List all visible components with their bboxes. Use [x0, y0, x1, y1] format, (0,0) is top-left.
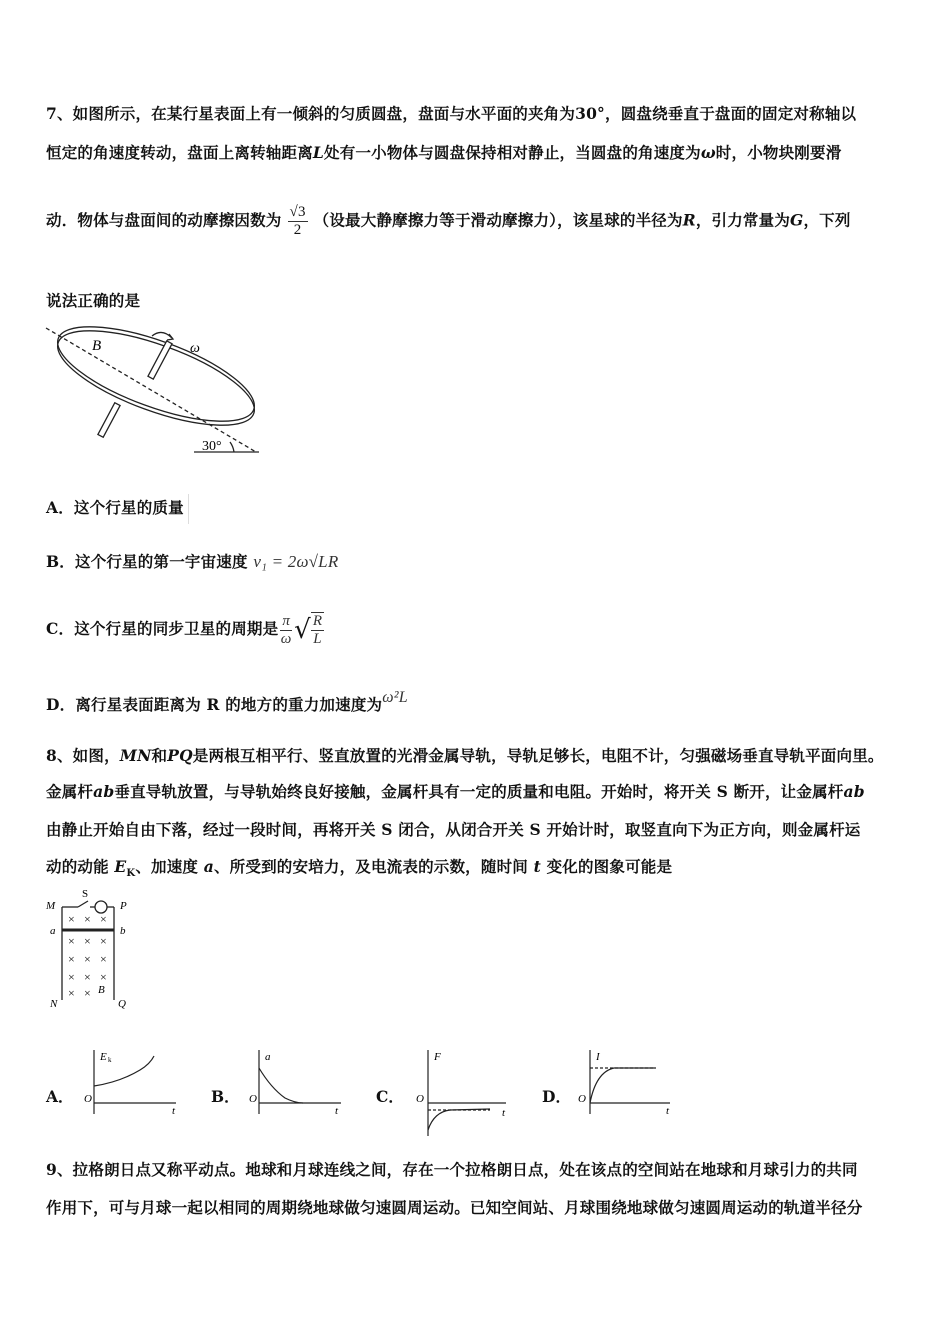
graph-d-ylabel: I [596, 1051, 600, 1063]
label-p: P [120, 900, 127, 912]
field-cross: × [68, 912, 75, 926]
q9-line-1: 9、拉格朗日点又称平动点。地球和月球连线之间，存在一个拉格朗日点，处在该点的空间站在地球和月球引力的共同 [46, 1160, 858, 1179]
field-cross: × [100, 952, 107, 966]
field-cross: × [84, 986, 91, 1000]
field-cross: × [100, 934, 107, 948]
label-q: Q [118, 998, 126, 1010]
q7-option-a: A．这个行星的质量 [46, 494, 203, 524]
graph-a [80, 1048, 180, 1118]
label-b: b [120, 925, 126, 937]
q8-line-3: 由静止开始自由下落，经过一段时间，再将开关 S 闭合，从闭合开关 S 开始计时，取竖直向下为正方向，则金属杆运 [46, 820, 861, 839]
graph-b-label: B． [211, 1087, 240, 1106]
axle-top [148, 341, 172, 379]
q8-line-1: 8、如图，MN和PQ是两根互相平行、竖直放置的光滑金属导轨，导轨足够长，电阻不计，匀强磁场垂直导轨平面向里。 [46, 746, 884, 765]
graph-d-xlabel: t [666, 1105, 670, 1117]
angle-label: 30° [202, 439, 222, 454]
graph-c-origin: O [416, 1093, 424, 1105]
q9-line-2: 作用下，可与月球一起以相同的周期绕地球做匀速圆周运动。已知空间站、月球围绕地球做匀速圆周运动的轨道半径分 [46, 1198, 863, 1217]
graph-c [410, 1048, 510, 1138]
disk-edge [47, 322, 265, 445]
rotation-arrow [152, 332, 172, 338]
c-fraction: $\frac{\pi}{\omega}$ [280, 612, 292, 647]
disk-label: B [92, 338, 102, 354]
horizontal-dashed-line [46, 328, 256, 452]
field-cross: × [84, 952, 91, 966]
switch-s [78, 901, 88, 907]
field-cross: × [84, 970, 91, 984]
graph-d-origin: O [578, 1093, 586, 1105]
graph-c-xlabel: t [502, 1107, 506, 1119]
graph-d [574, 1048, 674, 1118]
field-cross: × [100, 912, 107, 926]
field-cross: × [84, 912, 91, 926]
q7-option-b: B．这个行星的第一宇宙速度 v₁ = 2ω√LR [46, 552, 339, 571]
faint-formula-placeholder [188, 494, 203, 524]
graph-a-origin: O [84, 1093, 92, 1105]
field-cross: × [68, 970, 75, 984]
q8-line-2: 金属杆ab垂直导轨放置，与导轨始终良好接触，金属杆具有一定的质量和电阻。开始时，将开关 S 断开，让金属杆ab [46, 782, 865, 801]
label-m: M [46, 900, 56, 912]
q8-line-4: 动的动能 $E_K$、加速度 a、所受到的安培力，及电流表的示数，随时间 t 变化的图象可能是 [46, 857, 673, 880]
label-field-b: B [98, 984, 105, 996]
label-a: a [50, 925, 56, 937]
graph-b [245, 1048, 345, 1118]
mu-fraction: $\frac{√3}{2}$ [289, 204, 306, 238]
q7-option-d: D．离行星表面距离为 R 的地方的重力加速度为ω²L [46, 689, 408, 714]
graph-d-curve [590, 1068, 656, 1103]
c-radical-fraction: $\frac{R}{L}$ [312, 613, 323, 647]
q7-line-2: 恒定的角速度转动，盘面上离转轴距离L处有一小物体与圆盘保持相对静止，当圆盘的角速度为ω时，小物块刚要滑 [46, 143, 842, 162]
graph-a-ylabel: E [100, 1051, 107, 1063]
graph-a-ysub: k [108, 1056, 112, 1064]
graph-c-curve [428, 1109, 490, 1130]
graph-a-label: A． [46, 1087, 74, 1106]
graph-b-ylabel: a [265, 1051, 271, 1063]
rail-circuit-figure [44, 885, 144, 1015]
label-s: S [82, 888, 89, 900]
field-cross: × [100, 970, 107, 984]
omega-label: ω [190, 341, 200, 356]
graph-b-curve [259, 1068, 303, 1103]
field-cross: × [68, 986, 75, 1000]
q7-line-4: 说法正确的是 [46, 291, 141, 310]
q7-option-c: C．这个行星的同步卫星的周期是 $\frac{\pi}{\omega}$ √ $\frac{R}{L}$ [46, 612, 323, 647]
q7-line-3: 动．物体与盘面间的动摩擦因数为 $\frac{√3}{2}$ （设最大静摩擦力等于滑动摩擦力），该星球的半径为R，引力常量为G，下列 [46, 204, 851, 238]
tilted-disk-figure [44, 322, 269, 457]
field-cross: × [84, 934, 91, 948]
graph-a-xlabel: t [172, 1105, 176, 1117]
graph-c-label: C． [376, 1087, 404, 1106]
field-cross: × [68, 952, 75, 966]
graph-b-xlabel: t [335, 1105, 339, 1117]
graph-b-origin: O [249, 1093, 257, 1105]
graph-d-label: D． [542, 1087, 571, 1106]
angle-arc [230, 442, 234, 452]
q7-line-1: 7、如图所示，在某行星表面上有一倾斜的匀质圆盘，盘面与水平面的夹角为30°，圆盘绕垂直于盘面的固定对称轴以 [46, 104, 857, 123]
label-n: N [50, 998, 58, 1010]
graph-c-ylabel: F [434, 1051, 441, 1063]
field-cross: × [68, 934, 75, 948]
axle-bottom [98, 403, 120, 438]
